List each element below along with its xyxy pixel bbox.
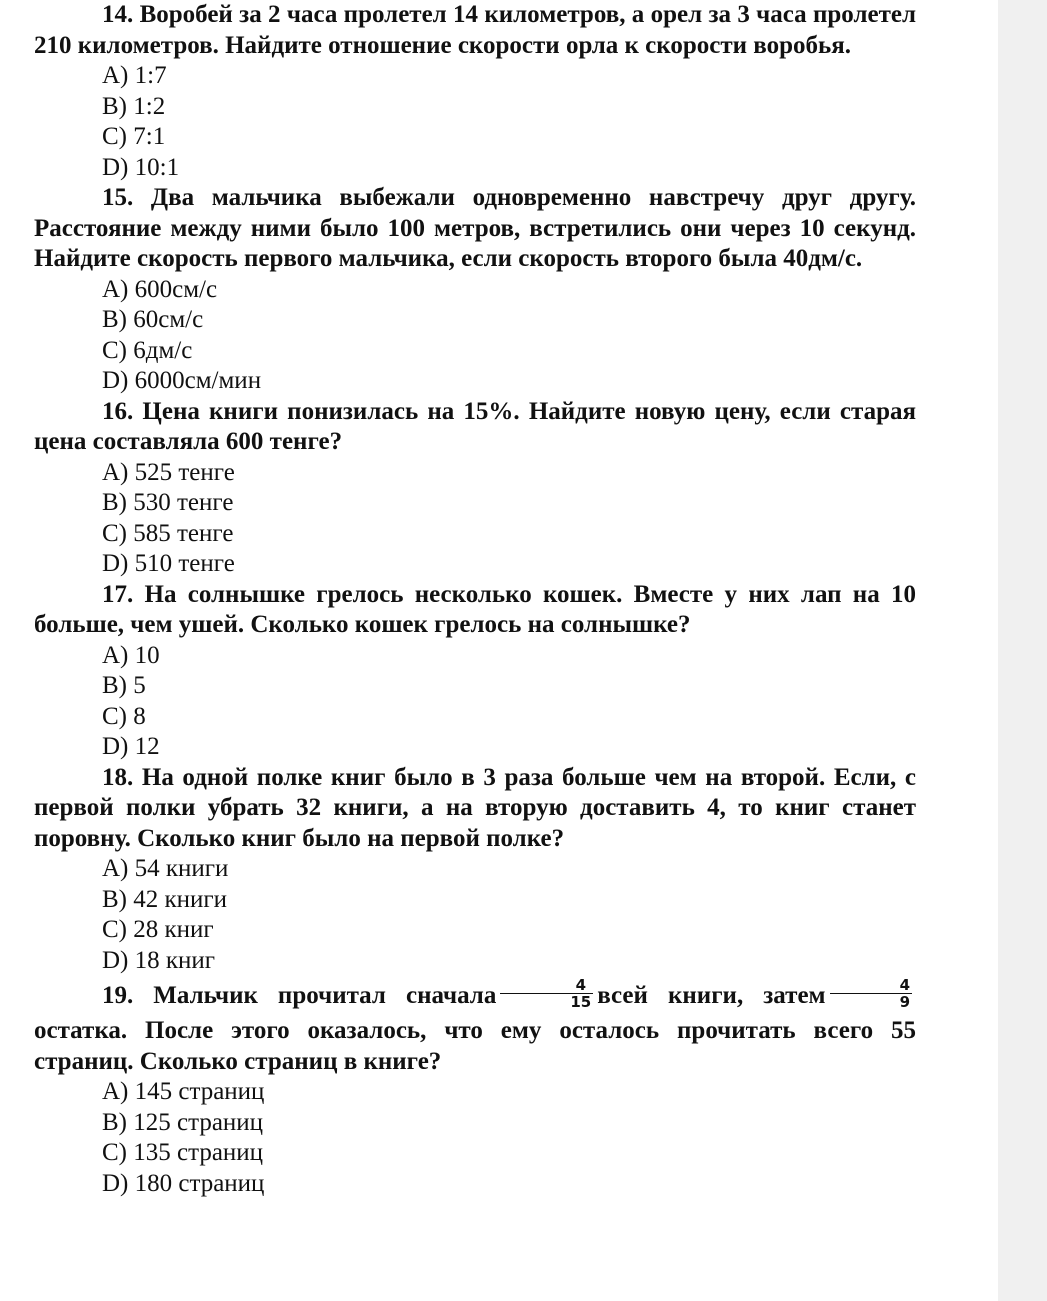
- question-text-part2: всей книги, затем: [597, 982, 826, 1009]
- answer-option: B) 530 тенге: [102, 489, 234, 516]
- answer-option: D) 10:1: [102, 153, 180, 181]
- answer-list: [34, 641, 916, 763]
- fraction-4-15: [500, 977, 593, 1010]
- answer-option: C) 135 страниц: [102, 1139, 264, 1166]
- answer-option: A) 600см/с: [102, 275, 218, 303]
- answer-option: C) 6дм/с: [102, 336, 193, 364]
- question-block: [34, 580, 916, 763]
- answer-option: B) 5: [102, 672, 146, 699]
- answer-option: D) 18 книг: [102, 946, 216, 974]
- answer-option: A) 525 тенге: [102, 458, 235, 486]
- fraction-numerator: 4: [899, 975, 911, 994]
- question-text-part3: остатка. После этого оказалось, что ему осталось прочитать всего 55 страниц. Сколько страниц в книге?: [34, 1017, 916, 1075]
- question-text-part1: 19. Мальчик прочитал сначала: [102, 982, 497, 1009]
- answer-option: C) 585 тенге: [102, 519, 234, 547]
- question-block: [34, 0, 916, 183]
- question-block: [34, 397, 916, 580]
- answer-option: B) 1:2: [102, 92, 166, 120]
- answer-option: C) 28 книг: [102, 916, 214, 943]
- test-page: [34, 0, 916, 1199]
- question-block-19: [34, 976, 916, 1199]
- answer-list: [34, 1077, 916, 1199]
- answer-option: C) 7:1: [102, 123, 166, 150]
- question-text: 18. На одной полке книг было в 3 раза больше чем на второй. Если, с первой полки убрать 32 книги, а на вторую доставить 4, то книг станет поровну. Сколько книг было на первой полке?: [34, 763, 916, 852]
- fraction-numerator: 4: [575, 975, 586, 994]
- answer-option: C) 8: [102, 702, 146, 730]
- question-block: [34, 763, 916, 977]
- answer-option: A) 145 страниц: [102, 1078, 265, 1105]
- answer-option: D) 510 тенге: [102, 550, 235, 577]
- fraction-4-9: [830, 977, 912, 1010]
- question-text: [34, 976, 916, 1077]
- right-margin-strip: [998, 0, 1047, 1301]
- question-text: 15. Два мальчика выбежали одновременно навстречу друг другу. Расстояние между ними было 100 метров, встретились они через 10 секунд. Найдите скорость первого мальчика, если скорость второго была 40дм/с.: [34, 184, 916, 272]
- answer-option: B) 60см/с: [102, 306, 204, 333]
- question-text: 14. Воробей за 2 часа пролетел 14 километров, а орел за 3 часа пролетел 210 километров. Найдите отношение скорости орла к скорости воробья.: [34, 1, 916, 59]
- answer-option: B) 125 страниц: [102, 1108, 264, 1136]
- answer-option: D) 180 страниц: [102, 1169, 265, 1197]
- answer-option: A) 10: [102, 641, 160, 669]
- fraction-denominator: 15: [500, 993, 593, 1010]
- fraction-denominator: 9: [830, 993, 912, 1010]
- answer-option: A) 54 книги: [102, 855, 229, 882]
- answer-list: [34, 854, 916, 976]
- question-block: [34, 183, 916, 397]
- answer-option: D) 12: [102, 733, 160, 760]
- answer-list: [34, 275, 916, 397]
- answer-option: B) 42 книги: [102, 885, 228, 913]
- answer-option: D) 6000см/мин: [102, 367, 262, 394]
- question-text: 16. Цена книги понизилась на 15%. Найдите новую цену, если старая цена составляла 600 тенге?: [34, 397, 916, 455]
- answer-list: [34, 61, 916, 183]
- question-text: 17. На солнышке грелось несколько кошек. Вместе у них лап на 10 больше, чем ушей. Сколько кошек грелось на солнышке?: [34, 580, 916, 638]
- answer-option: A) 1:7: [102, 62, 167, 89]
- answer-list: [34, 458, 916, 580]
